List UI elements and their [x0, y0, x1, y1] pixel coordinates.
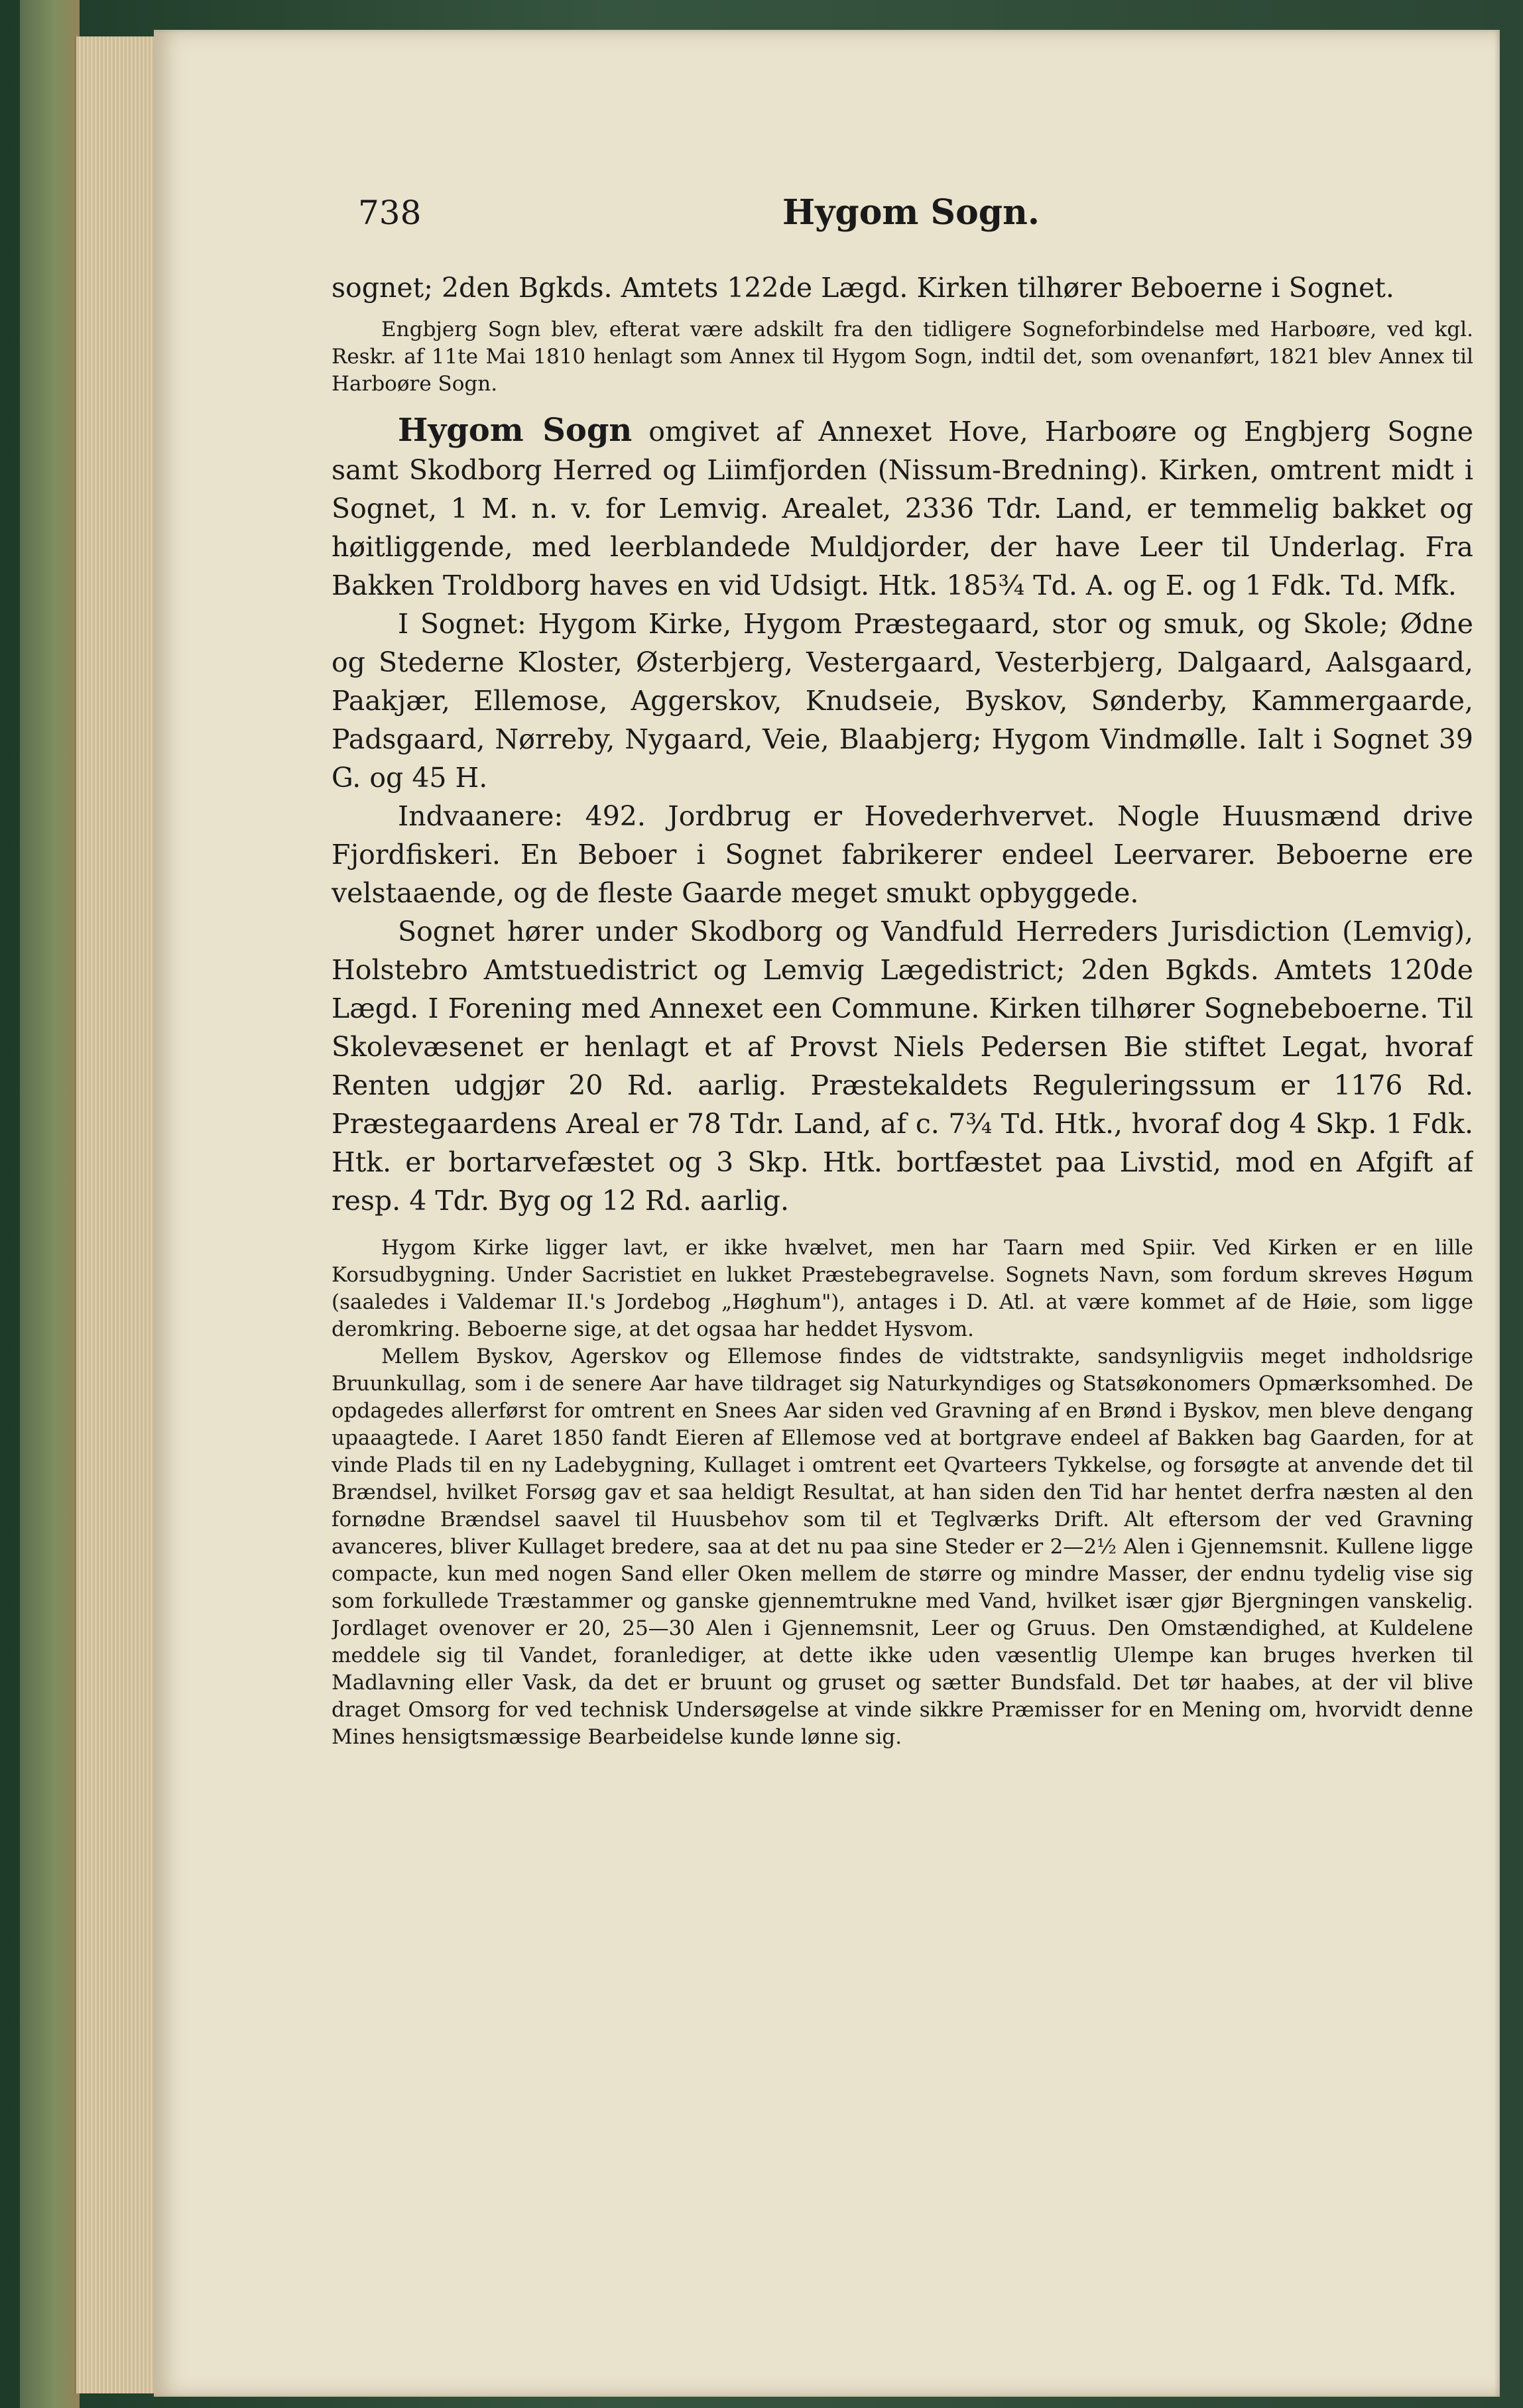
running-title: Hygom Sogn. [782, 192, 1040, 233]
book-spine [20, 0, 80, 2408]
paragraph-places: I Sognet: Hygom Kirke, Hygom Præstegaard, stor og smuk, og Skole; Ødne og Stederne Kloster, Østerbjerg, Vestergaard, Vesterbjerg, Dalgaard, Aalsgaard, Paakjær, Ellemose, Aggerskov, Knudseie, Byskov, Sønderby, Kammergaarde, Padsgaard, Nørreby, Nygaard, Veie, Blaabjerg; Hygom Vindmølle. Ialt i Sognet 39 G. og 45 H. [332, 608, 1473, 794]
page-number: 738 [358, 194, 422, 232]
paragraph-description [332, 411, 1473, 605]
note-church: Hygom Kirke ligger lavt, er ikke hvælvet, men har Taarn med Spiir. Ved Kirken er en lille Korsudbygning. Under Sacristiet en lukket Præstebegravelse. Sognets Navn, som fordum skreves Høgum (saaledes i Valdemar II.'s Jordebog „Høghum"), antages i D. Atl. at være kommet af de Høie, som ligge deromkring. Beboerne sige, at det ogsaa har heddet Hysvom. [332, 1236, 1473, 1341]
description-text: omgivet af Annexet Hove, Harboøre og Engbjerg Sogne samt Skodborg Herred og Liimfjorden (Nissum-Bredning). Kirken, omtrent midt i Sognet, 1 M. n. v. for Lemvig. Arealet, 2336 Tdr. Land, er temmelig bakket og høitliggende, med leerblandede Muldjorder, der have Leer til Underlag. Fra Bakken Troldborg haves en vid Udsigt. Htk. 185¾ Td. A. og E. og 1 Fdk. Td. Mfk. [332, 416, 1473, 601]
page-header [332, 192, 1473, 239]
page-content [332, 192, 1473, 2195]
note-brown-coal: Mellem Byskov, Agerskov og Ellemose findes de vidtstrakte, sandsynligviis meget indholdsrige Bruunkullag, som i de senere Aar have tildraget sig Naturkyndiges og Statsøkonomers Opmærksomhed. De opdagedes allerførst for omtrent en Snees Aar siden ved Gravning af en Brønd i Byskov, men bleve dengang upaaagtede. I Aaret 1850 fandt Eieren af Ellemose ved at bortgrave endeel af Bakken bag Gaarden, for at vinde Plads til en ny Ladebygning, Kullaget i omtrent eet Qvarteers Tykkelse, og forsøgte at anvende det til Brændsel, hvilket Forsøg gav et saa heldigt Resultat, at han siden den Tid har hentet derfra næsten al den fornødne Brændsel saavel til Huusbehov som til et Teglværks Drift. Alt eftersom der ved Gravning avanceres, bliver Kullaget bredere, saa at det nu paa sine Steder er 2—2½ Alen i Gjennemsnit. Kullene ligge compacte, kun med nogen Sand eller Oken mellem de større og mindre Masser, der endnu tydelig vise sig som forkullede Træstammer og ganske gjennemtrukne med Vand, hvilket især gjør Bjergningen vanskelig. Jordlaget ovenover er 20, 25—30 Alen i Gjennemsnit, Leer og Gruus. Den Omstændighed, at Kuldelene meddele sig til Vandet, foranlediger, at dette ikke uden væsentlig Ulempe kan bruges hverken til Madlavning eller Vask, da det er bruunt og gruset og sætter Bundsfald. Det tør haabes, at der vil blive draget Omsorg for ved technisk Undersøgelse at vinde sikkre Præmisser for en Mening om, hvorvidt denne Mines hensigtsmæssige Bearbeidelse kunde lønne sig. [332, 1345, 1473, 1749]
spacer [332, 1220, 1473, 1234]
paragraph-continuation: sognet; 2den Bgkds. Amtets 122de Lægd. Kirken tilhører Beboerne i Sognet. [332, 272, 1394, 304]
page-edges [74, 36, 162, 2393]
footnote-engbjerg: Engbjerg Sogn blev, efterat være adskilt fra den tidligere Sogneforbindelse med Harboøre, ved kgl. Reskr. af 11te Mai 1810 henlagt som Annex til Hygom Sogn, indtil det, som ovenanført, 1821 blev Annex til Harboøre Sogn. [332, 318, 1473, 396]
section-title: Hygom Sogn [398, 412, 633, 449]
paragraph-inhabitants: Indvaanere: 492. Jordbrug er Hovederhvervet. Nogle Huusmænd drive Fjordfiskeri. En Beboer i Sognet fabrikerer endeel Leervarer. Beboerne ere velstaaende, og de fleste Gaarde meget smukt opbyggede. [332, 800, 1473, 909]
paragraph-jurisdiction: Sognet hører under Skodborg og Vandfuld Herreders Jurisdiction (Lemvig), Holstebro Amtstuedistrict og Lemvig Lægedistrict; 2den Bgkds. Amtets 120de Lægd. I Forening med Annexet een Commune. Kirken tilhører Sognebeboerne. Til Skolevæsenet er henlagt et af Provst Niels Pedersen Bie stiftet Legat, hvoraf Renten udgjør 20 Rd. aarlig. Præstekaldets Reguleringssum er 1176 Rd. Præstegaardens Areal er 78 Tdr. Land, af c. 7¾ Td. Htk., hvoraf dog 4 Skp. 1 Fdk. Htk. er bortarvefæstet og 3 Skp. Htk. bortfæstet paa Livstid, mod en Afgift af resp. 4 Tdr. Byg og 12 Rd. aarlig. [332, 916, 1473, 1217]
